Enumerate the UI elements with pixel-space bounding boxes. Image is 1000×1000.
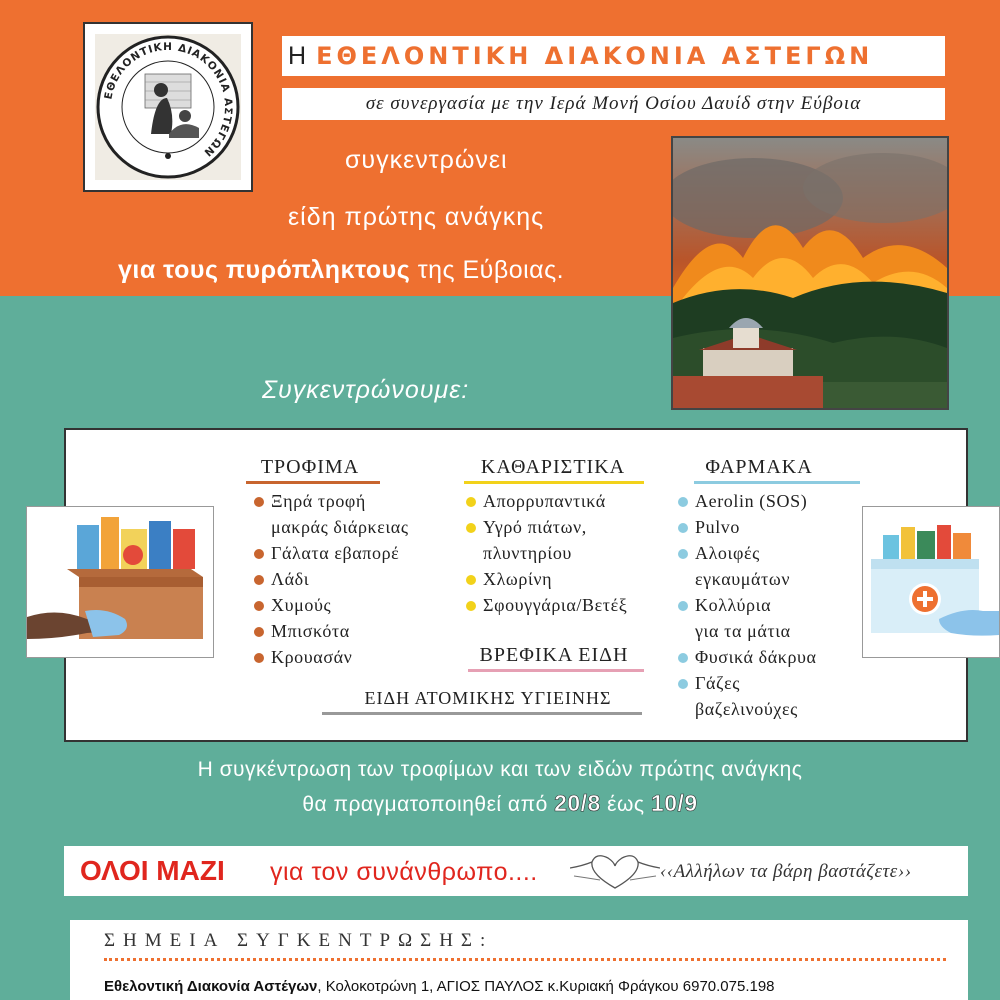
cleaning-underline <box>464 481 644 484</box>
category-baby-title: ΒΡΕΦΙΚΑ ΕΙΔΗ <box>479 644 629 666</box>
cleaning-item-1: Απορρυπαντικά <box>466 488 606 514</box>
headline-line-2: είδη πρώτης ανάγκης <box>288 203 545 231</box>
pharma-bullet <box>678 679 688 689</box>
headline-emphasis: για τους πυρόπληκτους <box>118 256 411 284</box>
collection-point-address: Εθελοντική Διακονία Αστέγων, Κολοκοτρώνη 1, ΑΓΙΟΣ ΠΑΥΛΟΣ κ.Κυριακή Φράγκου 6970.075.198 <box>104 978 775 995</box>
cleaning-item-2: Υγρό πιάτων, πλυντηρίου <box>466 514 587 566</box>
cleaning-bullet <box>466 575 476 585</box>
food-bullet <box>254 653 264 663</box>
category-pharma-title: ΦΑΡΜΑΚΑ <box>705 456 813 478</box>
food-item-1: Ξηρά τροφή μακράς διάρκειας <box>254 488 409 540</box>
headline-line-1: συγκεντρώνει <box>345 146 508 174</box>
cleaning-bullet <box>466 497 476 507</box>
cleaning-bullet <box>466 601 476 611</box>
collection-points-title: ΣΗΜΕΙΑ ΣΥΓΚΕΝΤΡΩΣΗΣ: <box>104 930 494 951</box>
pharma-item-1: Aerolin (SOS) <box>678 488 807 514</box>
headline-rest: της Εύβοιας. <box>410 256 565 284</box>
food-underline <box>246 481 380 484</box>
pharma-bullet <box>678 601 688 611</box>
slogan-rest: για τον συνάνθρωπο.... <box>270 858 538 886</box>
heart-hands-icon <box>570 848 660 894</box>
food-donation-box-illustration <box>26 506 214 658</box>
baby-underline <box>468 669 644 672</box>
food-bullet <box>254 627 264 637</box>
pharma-bullet <box>678 549 688 559</box>
food-bullet <box>254 497 264 507</box>
slogan-banner <box>64 846 968 896</box>
date-to: 10/9 <box>650 790 698 816</box>
title-prefix: Η <box>288 41 307 70</box>
wildfire-monastery-photo <box>671 136 949 410</box>
hygiene-underline <box>322 712 642 715</box>
pharma-bullet <box>678 497 688 507</box>
food-item-3: Λάδι <box>254 566 309 592</box>
bible-quote: ‹‹Αλλήλων τα βάρη βαστάζετε›› <box>660 861 912 882</box>
food-item-4: Χυμούς <box>254 592 331 618</box>
collection-point-org: Εθελοντική Διακονία Αστέγων <box>104 978 318 995</box>
cleaning-item-4: Σφουγγάρια/Βετέξ <box>466 592 627 618</box>
pharma-item-5: Φυσικά δάκρυα <box>678 644 817 670</box>
collection-points-box <box>70 920 968 1000</box>
slogan-bold: ΟΛΟΙ ΜΑΖΙ <box>80 855 225 886</box>
food-item-5: Μπισκότα <box>254 618 350 644</box>
pharma-bullet <box>678 523 688 533</box>
category-cleaning-title: ΚΑΘΑΡΙΣΤΙΚΑ <box>480 456 626 478</box>
pharma-item-6: Γάζες βαζελινούχες <box>678 670 798 722</box>
pharma-item-3: Αλοιφές εγκαυμάτων <box>678 540 790 592</box>
pharma-underline <box>694 481 860 484</box>
cleaning-bullet <box>466 523 476 533</box>
category-food-title: ΤΡΟΦΙΜΑ <box>260 456 360 478</box>
schedule-line-1: Η συγκέντρωση των τροφίμων και των ειδών πρώτης ανάγκης <box>197 758 803 781</box>
food-bullet <box>254 601 264 611</box>
first-aid-kit-illustration <box>862 506 1000 658</box>
collect-label: Συγκεντρώνουμε: <box>262 376 470 404</box>
subtitle: σε συνεργασία με την Ιερά Μονή Οσίου Δαυίδ στην Εύβοια <box>365 93 862 114</box>
food-bullet <box>254 575 264 585</box>
title-bar <box>282 36 945 76</box>
pharma-item-4: Κολλύρια για τα μάτια <box>678 592 791 644</box>
svg-text:ΕΘΕΛΟΝΤΙΚΗ ΔΙΑΚΟΝΙΑ ΑΣΤΕΓΩΝ: ΕΘΕΛΟΝΤΙΚΗ ΔΙΑΚΟΝΙΑ ΑΣΤΕΓΩΝ <box>102 40 235 160</box>
subtitle-bar <box>282 88 945 120</box>
pharma-item-2: Pulvo <box>678 514 740 540</box>
organization-title: ΕΘΕΛΟΝΤΙΚΗ ΔΙΑΚΟΝΙΑ ΑΣΤΕΓΩΝ <box>316 42 874 70</box>
dotted-divider <box>104 958 946 961</box>
headline-line-3 <box>118 256 564 285</box>
category-hygiene-title: ΕΙΔΗ ΑΤΟΜΙΚΗΣ ΥΓΙΕΙΝΗΣ <box>364 688 612 708</box>
cleaning-item-3: Χλωρίνη <box>466 566 552 592</box>
organization-logo <box>83 22 253 192</box>
date-from: 20/8 <box>554 790 601 816</box>
pharma-bullet <box>678 653 688 663</box>
food-bullet <box>254 549 264 559</box>
food-item-6: Κρουασάν <box>254 644 352 670</box>
schedule-line-2: θα πραγματοποιηθεί από 20/8 έως 10/9 <box>302 790 698 816</box>
food-item-2: Γάλατα εβαπορέ <box>254 540 399 566</box>
